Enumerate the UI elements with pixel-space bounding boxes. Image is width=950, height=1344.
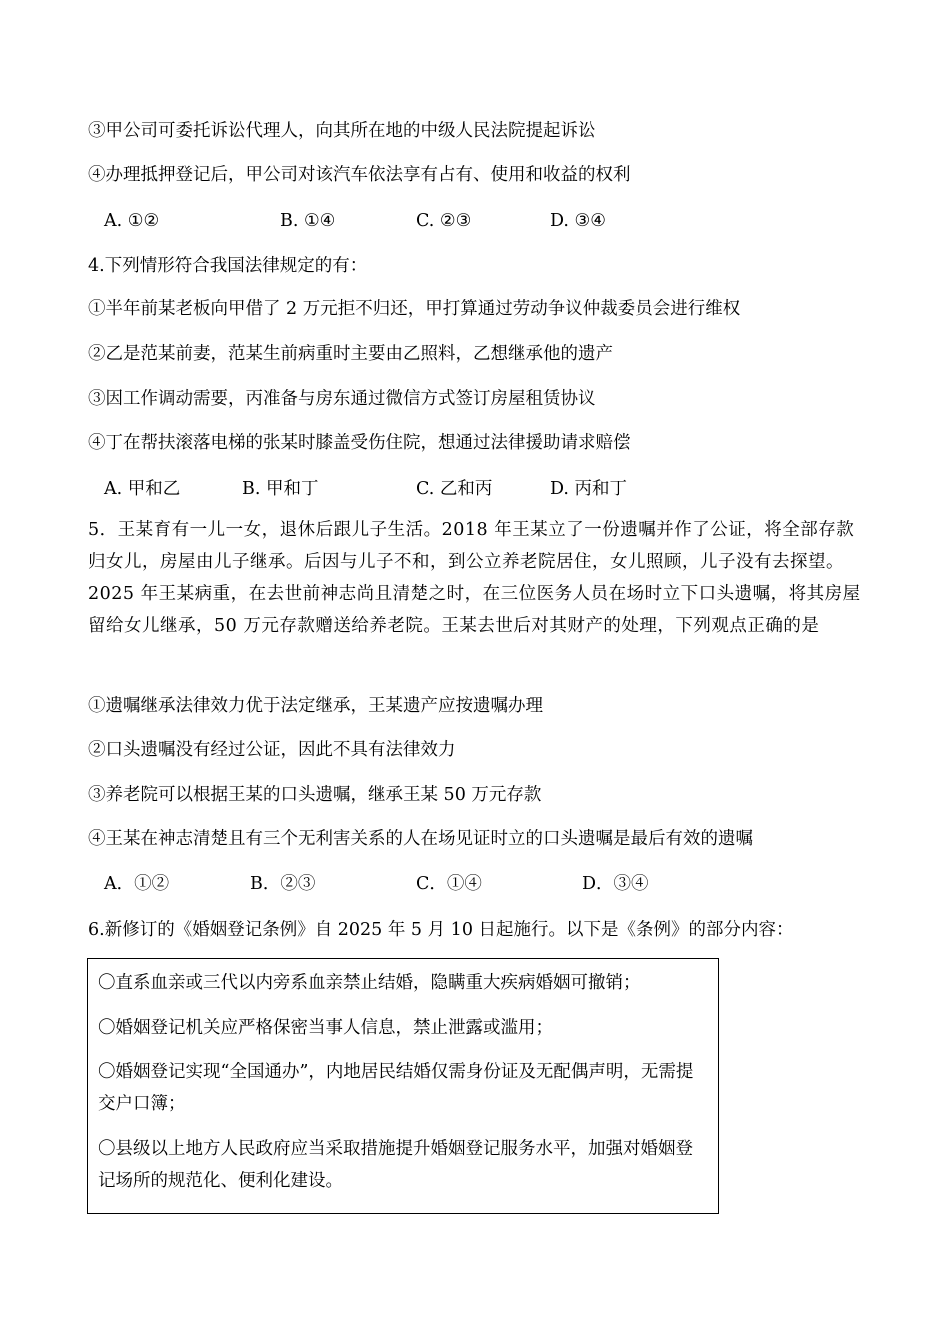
q4-choice-d: D. 丙和丁 — [550, 479, 628, 499]
q3-choice-b: B. ①④ — [280, 211, 336, 231]
q5-choice-a: A．①② — [104, 874, 170, 894]
regulation-excerpt-box — [87, 958, 719, 1214]
q4-option-2: ②乙是范某前妻，范某生前病重时主要由乙照料，乙想继承他的遗产 — [88, 344, 613, 364]
q3-option-4: ④办理抵押登记后，甲公司对该汽车依法享有占有、使用和收益的权利 — [88, 165, 631, 185]
q5-stem: 5．王某育有一儿一女，退休后跟儿子生活。2018 年王某立了一份遗嘱并作了公证，将全部存款归女儿，房屋由儿子继承。后因与儿子不和，到公立养老院居住，女儿照顾，儿子没有去探望。2025 年王某病重，在去世前神志尚且清楚之时，在三位医务人员在场时立下口头遗嘱，将其房屋留给女儿继承，50 万元存款赠送给养老院。王某去世后对其财产的处理，下列观点正确的是 — [88, 520, 861, 636]
regulation-item-2: 〇婚姻登记机关应严格保密当事人信息，禁止泄露或滥用； — [98, 1018, 553, 1038]
q4-option-3: ③因工作调动需要，丙准备与房东通过微信方式签订房屋租赁协议 — [88, 389, 596, 409]
regulation-item-1: 〇直系血亲或三代以内旁系血亲禁止结婚，隐瞒重大疾病婚姻可撤销； — [98, 973, 641, 993]
q5-option-2: ②口头遗嘱没有经过公证，因此不具有法律效力 — [88, 740, 456, 760]
q4-choice-a: A. 甲和乙 — [104, 479, 181, 499]
q3-choice-c: C. ②③ — [416, 211, 472, 231]
q5-choice-b: B．②③ — [250, 874, 316, 894]
q4-option-4: ④丁在帮扶滚落电梯的张某时膝盖受伤住院，想通过法律援助请求赔偿 — [88, 433, 631, 453]
q5-option-4: ④王某在神志清楚且有三个无利害关系的人在场见证时立的口头遗嘱是最后有效的遗嘱 — [88, 829, 753, 849]
q3-choice-a: A. ①② — [104, 211, 160, 231]
q5-choice-d: D．③④ — [582, 874, 649, 894]
q4-choice-c: C. 乙和丙 — [416, 479, 493, 499]
q4-choice-b: B. 甲和丁 — [242, 479, 319, 499]
q3-option-3: ③甲公司可委托诉讼代理人，向其所在地的中级人民法院提起诉讼 — [88, 121, 596, 141]
q3-choice-d: D. ③④ — [550, 211, 606, 231]
q5-option-3: ③养老院可以根据王某的口头遗嘱，继承王某 50 万元存款 — [88, 785, 542, 805]
q6-stem: 6.新修订的《婚姻登记条例》自 2025 年 5 月 10 日起施行。以下是《条例》的部分内容： — [88, 920, 794, 940]
regulation-item-4: 〇县级以上地方人民政府应当采取措施提升婚姻登记服务水平，加强对婚姻登记场所的规范化、便利化建设。 — [98, 1139, 693, 1191]
q5-choice-c: C．①④ — [416, 874, 482, 894]
q4-option-1: ①半年前某老板向甲借了 2 万元拒不归还，甲打算通过劳动争议仲裁委员会进行维权 — [88, 299, 741, 319]
regulation-item-3: 〇婚姻登记实现“全国通办”，内地居民结婚仅需身份证及无配偶声明，无需提交户口簿； — [98, 1062, 694, 1114]
q5-option-1: ①遗嘱继承法律效力优于法定继承，王某遗产应按遗嘱办理 — [88, 696, 543, 716]
q4-stem: 4.下列情形符合我国法律规定的有： — [88, 256, 368, 276]
